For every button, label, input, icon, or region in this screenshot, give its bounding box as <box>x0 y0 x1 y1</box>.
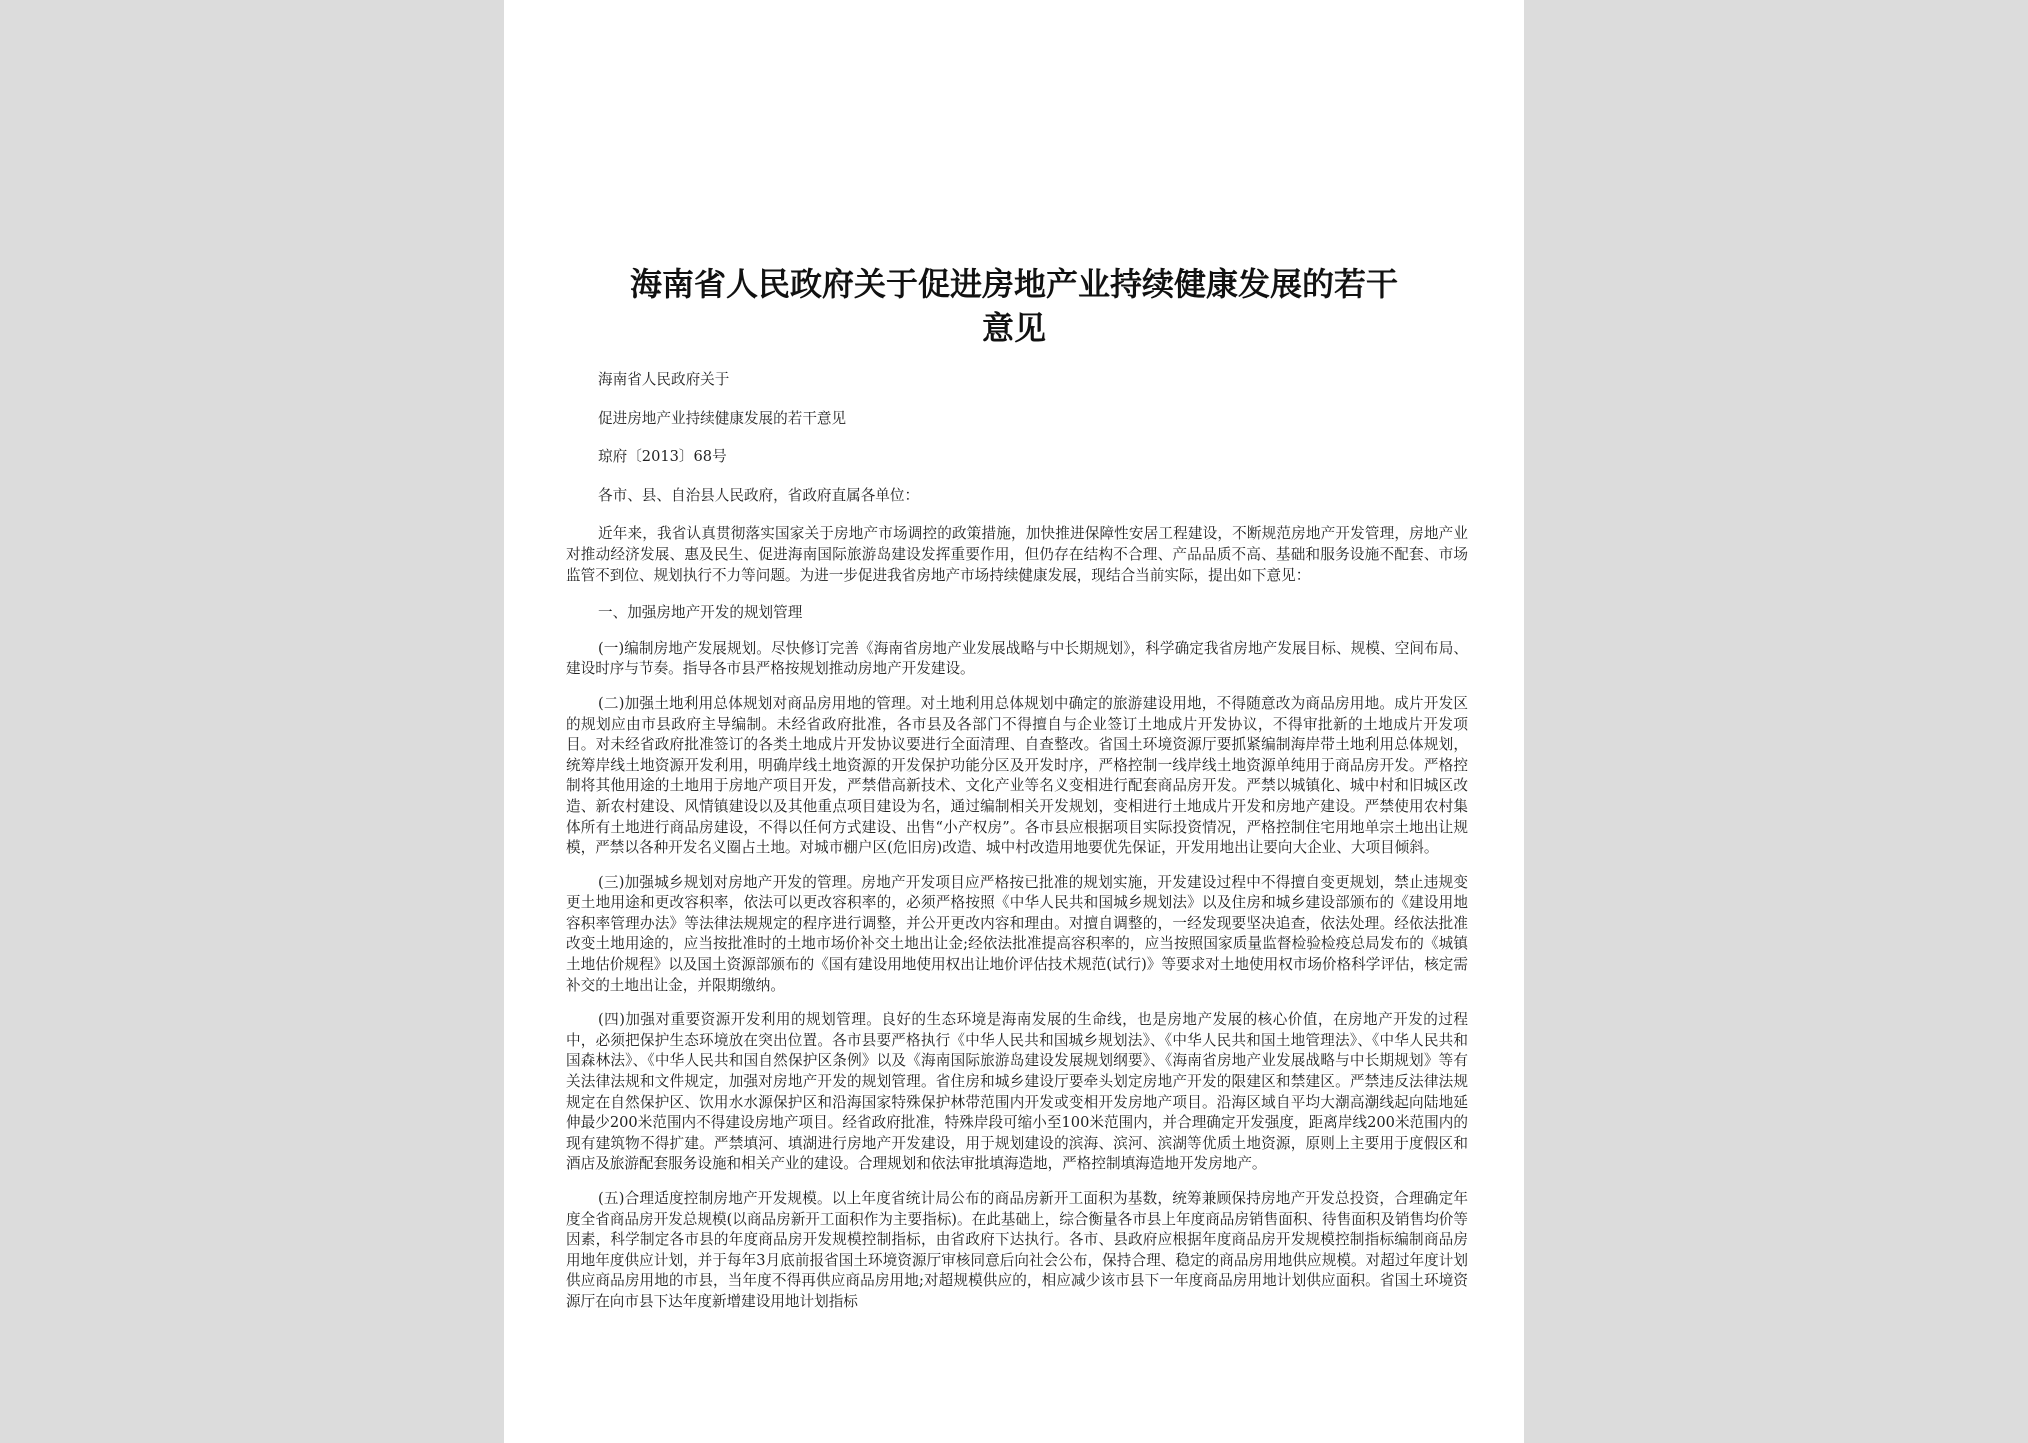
document-title <box>564 262 1464 350</box>
recipients: 各市、县、自治县人民政府，省政府直属各单位： <box>598 486 920 504</box>
issuer-line-1: 海南省人民政府关于 <box>598 371 730 388</box>
item-2-paragraph: (二)加强土地利用总体规划对商品房用地的管理。对土地利用总体规划中确定的旅游建设用地，不得随意改为商品房用地。成片开发区的规划应由市县政府主导编制。未经省政府批准，各市县及各部门不得擅自与企业签订土地成片开发协议，不得审批新的土地成片开发项目。对未经省政府批准签订的各类土地成片开发协议要进行全面清理、自查整改。省国土环境资源厅要抓紧编制海岸带土地利用总体规划，统筹岸线土地资源开发利用，明确岸线土地资源的开发保护功能分区及开发时序，严格控制一线岸线土地资源单纯用于商品房开发。严格控制将其他用途的土地用于房地产项目开发，严禁借高新技术、文化产业等名义变相进行配套商品房开发。严禁以城镇化、城中村和旧城区改造、新农村建设、风情镇建设以及其他重点项目建设为名，通过编制相关开发规划，变相进行土地成片开发和房地产建设。严禁使用农村集体所有土地进行商品房建设，不得以任何方式建设、出售“小产权房”。各市县应根据项目实际投资情况，严格控制住宅用地单宗土地出让规模，严禁以各种开发名义圈占土地。对城市棚户区(危旧房)改造、城中村改造用地要优先保证，开发用地出让要向大企业、大项目倾斜。 <box>566 694 1468 857</box>
document-body <box>566 370 1468 1327</box>
item-5-paragraph: (五)合理适度控制房地产开发规模。以上年度省统计局公布的商品房新开工面积为基数，统筹兼顾保持房地产开发总投资，合理确定年度全省商品房开发总规模(以商品房新开工面积作为主要指标)。在此基础上，综合衡量各市县上年度商品房销售面积、待售面积及销售均价等因素，科学制定各市县的年度商品房开发规模控制指标，由省政府下达执行。各市、县政府应根据年度商品房开发规模控制指标编制商品房用地年度供应计划，并于每年3月底前报省国土环境资源厅审核同意后向社会公布，保持合理、稳定的商品房用地供应规模。对超过年度计划供应商品房用地的市县，当年度不得再供应商品房用地;对超规模供应的，相应减少该市县下一年度商品房用地计划供应面积。省国土环境资源厅在向市县下达年度新增建设用地计划指标 <box>566 1190 1468 1310</box>
document-title-line-2: 意见 <box>981 309 1046 347</box>
item-1-paragraph: (一)编制房地产发展规划。尽快修订完善《海南省房地产业发展战略与中长期规划》，科学确定我省房地产发展目标、规模、空间布局、建设时序与节奏。指导各市县严格按规划推动房地产开发建设。 <box>566 639 1468 678</box>
document-number: 琼府〔2013〕68号 <box>598 448 727 466</box>
intro-paragraph: 近年来，我省认真贯彻落实国家关于房地产市场调控的政策措施，加快推进保障性安居工程建设，不断规范房地产开发管理，房地产业对推动经济发展、惠及民生、促进海南国际旅游岛建设发挥重要作用，但仍存在结构不合理、产品品质不高、基础和服务设施不配套、市场监管不到位、规划执行不力等问题。为进一步促进我省房地产市场持续健康发展，现结合当前实际，提出如下意见： <box>566 525 1468 584</box>
document-title-line-1: 海南省人民政府关于促进房地产业持续健康发展的若干 <box>629 265 1398 303</box>
document-page <box>504 0 1524 1443</box>
issuer-line-2: 促进房地产业持续健康发展的若干意见 <box>598 409 847 427</box>
item-4-paragraph: (四)加强对重要资源开发利用的规划管理。良好的生态环境是海南发展的生命线，也是房地产发展的核心价值，在房地产开发的过程中，必须把保护生态环境放在突出位置。各市县要严格执行《中华人民共和国城乡规划法》、《中华人民共和国土地管理法》、《中华人民共和国森林法》、《中华人民共和国自然保护区条例》以及《海南国际旅游岛建设发展规划纲要》、《海南省房地产业发展战略与中长期规划》等有关法律法规和文件规定，加强对房地产开发的规划管理。省住房和城乡建设厅要牵头划定房地产开发的限建区和禁建区。严禁违反法律法规规定在自然保护区、饮用水水源保护区和沿海国家特殊保护林带范围内开发或变相开发房地产项目。沿海区域自平均大潮高潮线起向陆地延伸最少200米范围内不得建设房地产项目。经省政府批准，特殊岸段可缩小至100米范围内，并合理确定开发强度，距离岸线200米范围内的现有建筑物不得扩建。严禁填河、填湖进行房地产开发建设，用于规划建设的滨海、滨河、滨湖等优质土地资源，原则上主要用于度假区和酒店及旅游配套服务设施和相关产业的建设。合理规划和依法审批填海造地，严格控制填海造地开发房地产。 <box>566 1011 1468 1173</box>
section-1-heading: 一、加强房地产开发的规划管理 <box>598 604 803 622</box>
item-3-paragraph: (三)加强城乡规划对房地产开发的管理。房地产开发项目应严格按已批准的规划实施，开发建设过程中不得擅自变更规划，禁止违规变更土地用途和更改容积率，依法可以更改容积率的，必须严格按照《中华人民共和国城乡规划法》以及住房和城乡建设部颁布的《建设用地容积率管理办法》等法律法规规定的程序进行调整，并公开更改内容和理由。对擅自调整的，一经发现要坚决追查，依法处理。经依法批准改变土地用途的，应当按批准时的土地市场价补交土地出让金;经依法批准提高容积率的，应当按照国家质量监督检验检疫总局发布的《城镇土地估价规程》以及国土资源部颁布的《国有建设用地使用权出让地价评估技术规范(试行)》等要求对土地使用权市场价格科学评估，核定需补交的土地出让金，并限期缴纳。 <box>566 873 1468 994</box>
